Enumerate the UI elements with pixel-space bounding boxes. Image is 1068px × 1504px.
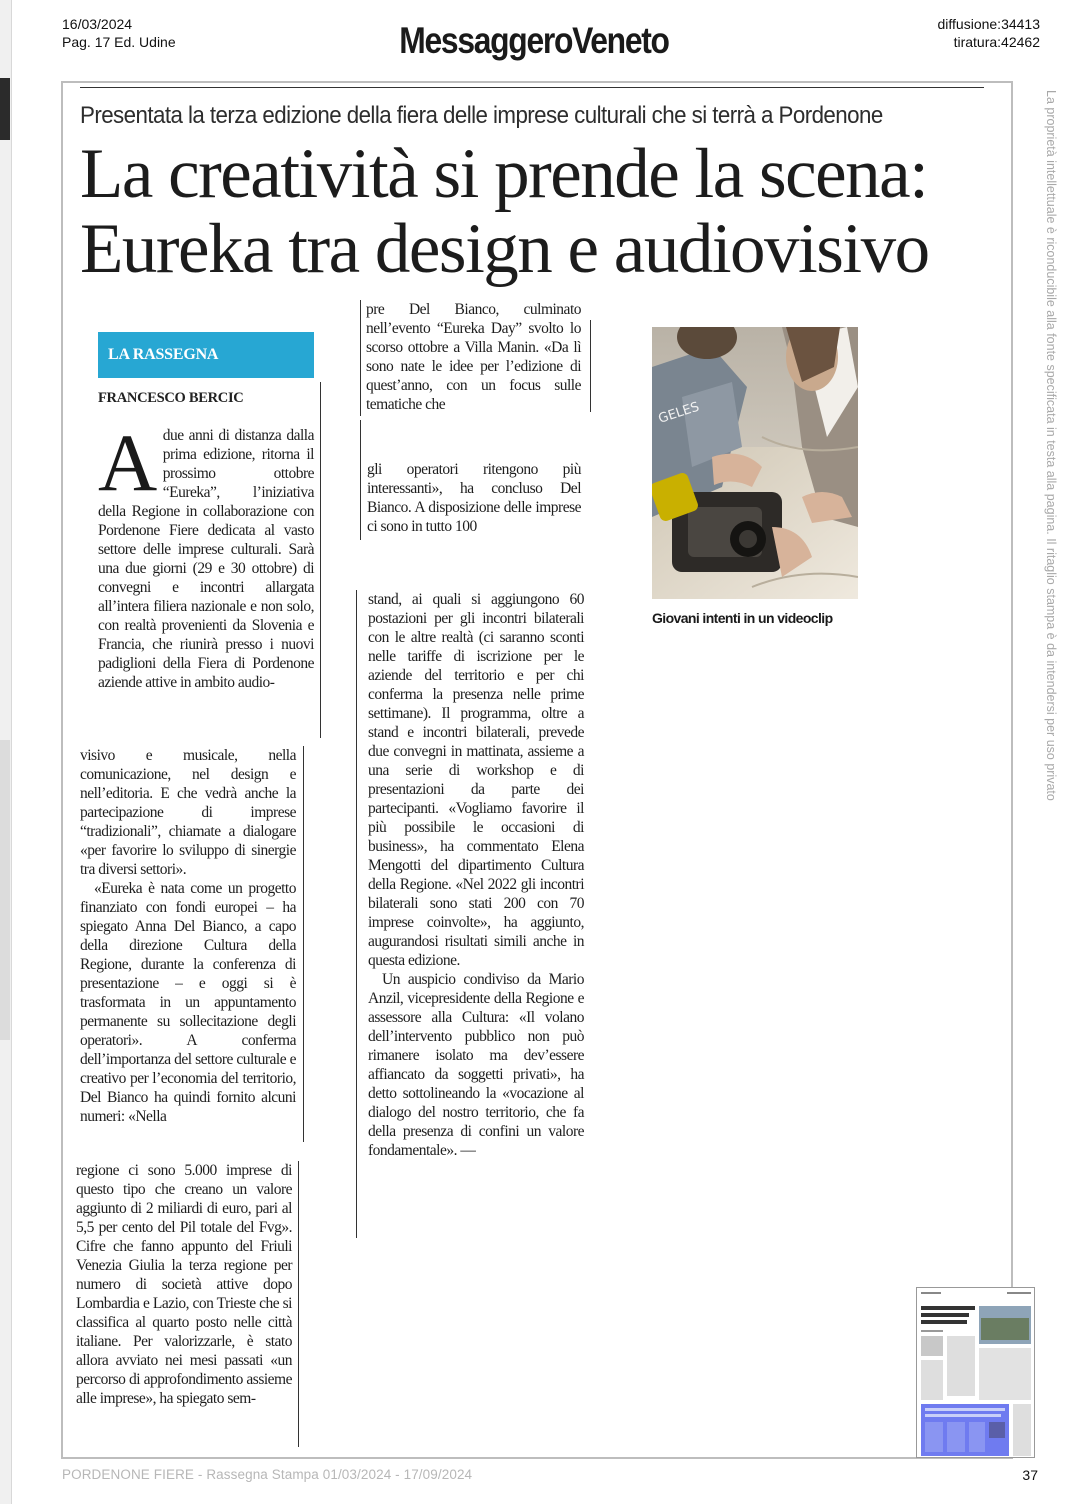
headline-line-1: La creatività si prende la scena: [80, 135, 928, 213]
article-headline [80, 137, 1000, 287]
column-1b [80, 746, 296, 1126]
viewer-strip-dark-block [0, 78, 10, 140]
shirt-print-text: GELES [656, 399, 702, 427]
paragraph: pre Del Bianco, culminato nell’evento “Eureka Day” svolto lo scorso ottobre a Villa Manin. «Da lì sono nate le idee per l’edizione di quest’anno, con un focus sulle tematiche che [366, 301, 581, 413]
photo-illustration [652, 327, 858, 599]
column-rule [356, 590, 357, 1238]
header-page-line: Pag. 17 Ed. Udine [62, 34, 176, 50]
column-1a [98, 417, 314, 692]
photo-caption: Giovani intenti in un videoclip [652, 610, 833, 626]
copyright-notice [1043, 90, 1059, 920]
column-1c [76, 1161, 292, 1408]
column-rule [298, 1161, 299, 1447]
rubric-label: LA RASSEGNA [98, 332, 314, 378]
paragraph: stand, ai quali si aggiungono 60 postazioni per gli incontri bilaterali con le altre realtà (ci saranno sconti nelle tariffe di iscrizione per le aziende del territorio e per chi conferma la presenza nelle prime settimane). Il programma, oltre a stand e incontri bilaterali, prevede due convegni in mattinata, assieme a una serie di workshop e di presentazioni da parte dei partecipanti. «Vogliamo favorire il più possibile le occasioni di business», ha commentato Elena Mengotti del dipartimento Cultura della Regione. «Nel 2022 gli incontri bilaterali sono stati 200 con 70 imprese coinvolte», ha aggiunto, augurandosi risultati simili anche in questa edizione. [368, 591, 584, 969]
paragraph: Un auspicio condiviso da Mario Anzil, vicepresidente della Regione e assessore alla Cultura: «Il volano dell’intervento pubblico non può rimanere isolato ma dev’essere affiancato da soggetti privati», ha detto sottolineando la «vocazione al dialogo del nostro territorio, che fa della presenza di confini un valore fondamentale». — [368, 971, 584, 1159]
header-date: 16/03/2024 [62, 16, 133, 32]
paragraph: visivo e musicale, nella comunicazione, nel design e nell’editoria. E che vedrà anche la partecipazione di imprese “tradizionali”, chiamate a dialogare «per favorire lo sviluppo di sinergie tra diversi settori». [80, 747, 296, 878]
drop-cap: A [98, 417, 157, 508]
paragraph: gli operatori ritengono più interessanti», ha concluso Del Bianco. A disposizione delle imprese ci sono in tutto 100 [367, 461, 581, 535]
header-tiratura: tiratura:42462 [953, 34, 1040, 50]
footer-page-number: 37 [1022, 1467, 1038, 1483]
column-rule [320, 382, 321, 738]
paragraph: regione ci sono 5.000 imprese di questo tipo che creano un valore aggiunto di 2 miliardi di euro, pari al 5,5 per cento del Pil totale del Fvg». Cifre che fanno appunto del Friuli Venezia Giulia la terza regione per numero di società attive dopo Lombardia e Lazio, con Trieste che si classifica al quarto posto nelle città italiane. Per valorizzarle, è stato allora avviato nei mesi passati «un percorso di approfondimento assieme alle imprese», ha spiegato sem- [76, 1162, 292, 1407]
article-kicker: Presentata la terza edizione della fiera delle imprese culturali che si terrà a Pordenone [80, 102, 883, 129]
column-rule [303, 746, 304, 1142]
author-byline: FRANCESCO BERCIC [98, 390, 244, 406]
copyright-notice-text: La proprietà intellettuale è riconducibile alla fonte specificata in testa alla pagina. Il ritaglio stampa è da intendersi per uso privato [1044, 90, 1058, 801]
viewer-left-strip [0, 0, 12, 1504]
article-photo [652, 327, 858, 599]
masthead-logo: MessaggeroVeneto [399, 20, 669, 61]
paragraph: «Eureka è nata come un progetto finanziato con fondi europei – ha spiegato Anna Del Bianco, a capo della direzione Cultura della Regione, durante la conferenza di presentazione – e oggi si è trasformata in un appuntamento permanente su sollecitazione degli operatori». A conferma dell’importanza del settore culturale e creativo per l’economia del territorio, Del Bianco ha quindi fornito alcuni numeri: «Nella [80, 880, 296, 1125]
top-rule [80, 87, 984, 88]
column-2a [366, 300, 581, 414]
column-rule [360, 300, 361, 416]
footer-source: PORDENONE FIERE - Rassegna Stampa 01/03/2024 - 17/09/2024 [62, 1467, 473, 1482]
viewer-scrollbar[interactable] [0, 740, 10, 1040]
headline-line-2: Eureka tra design e audiovisivo [80, 210, 929, 288]
header-right [938, 15, 1041, 51]
column-rule [590, 320, 591, 412]
page-thumbnail-icon [917, 1288, 1035, 1458]
page-thumbnail[interactable] [916, 1287, 1035, 1458]
header-diffusione: diffusione:34413 [937, 16, 1040, 32]
column-rule [360, 420, 361, 540]
lead-paragraph: due anni di distanza dalla prima edizione, ritorna il prossimo ottobre “Eureka”, l’iniziativa della Regione in collaborazione con Pordenone Fiere dedicata al vasto settore delle imprese culturali. Sarà una due giorni (29 e 30 ottobre) di convegni e incontri allargata all’intera filiera nazionale e non solo, con realtà provenienti da Slovenia e Francia, che riunirà presso i nuovi padiglioni della Fiera di Pordenone aziende attive in ambito audio- [98, 427, 314, 691]
column-2c [368, 590, 584, 1160]
column-2b [367, 460, 581, 536]
